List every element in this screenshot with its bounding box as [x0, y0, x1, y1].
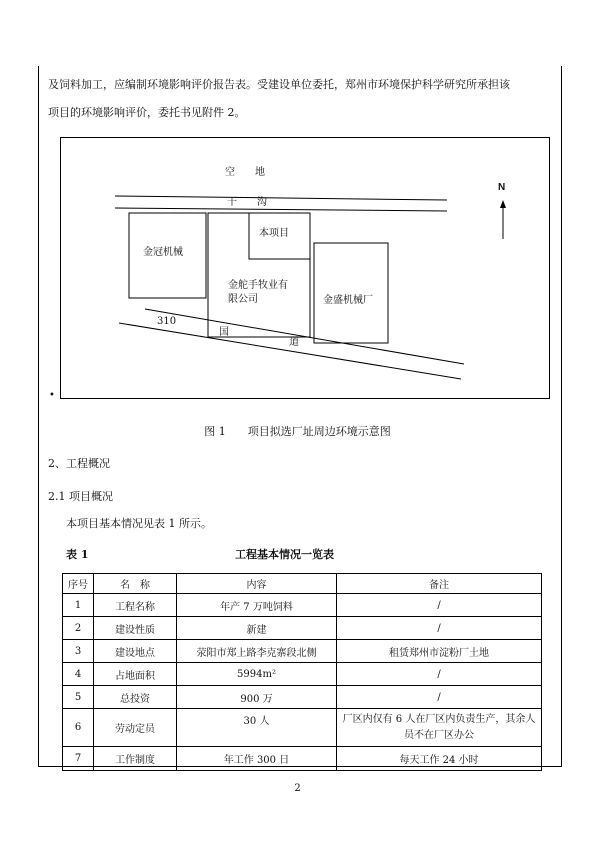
cell-remark: 租赁郑州市淀粉厂土地 — [337, 640, 542, 663]
cell-remark: / — [337, 617, 542, 640]
section-2-1-heading: 2.1 项目概况 — [48, 490, 113, 503]
cell-remark: / — [337, 594, 542, 617]
site-map-figure — [49, 137, 550, 401]
label-jintuoshou-1: 金舵手牧业有 — [228, 280, 288, 291]
table-row — [63, 663, 542, 686]
cell-name: 建设性质 — [94, 617, 177, 640]
cell-no: 5 — [63, 686, 94, 709]
table-row — [63, 686, 542, 709]
table-label: 表 1 — [66, 548, 89, 561]
table-title: 工程基本情况一览表 — [235, 548, 334, 561]
cell-content: 荥阳市郑上路李克寨段北侧 — [177, 640, 337, 663]
cell-content: 年产 7 万吨饲料 — [177, 594, 337, 617]
section-2-heading: 2、工程概况 — [48, 457, 110, 470]
cell-content: 年工作 300 日 — [177, 747, 337, 771]
table-row — [63, 617, 542, 640]
jinsheng-building — [314, 243, 388, 343]
label-empty-land: 空 地 — [225, 167, 265, 178]
header-content: 内容 — [177, 574, 337, 594]
cell-remark: 每天工作 24 小时 — [337, 747, 542, 771]
label-road-guo: 国 — [219, 327, 229, 338]
ditch-line-top — [115, 196, 447, 200]
cell-content: 新建 — [177, 617, 337, 640]
cell-name: 工程名称 — [94, 594, 177, 617]
cell-name: 占地面积 — [94, 663, 177, 686]
cell-name: 劳动定员 — [94, 709, 177, 747]
cell-content: 900 万 — [177, 686, 337, 709]
page-number: 2 — [294, 783, 301, 794]
table-row — [63, 747, 542, 771]
label-jinsheng: 金盛机械厂 — [323, 295, 373, 306]
cell-no: 7 — [63, 747, 94, 771]
header-no: 序号 — [63, 574, 94, 594]
header-name: 名 称 — [94, 574, 177, 594]
cell-remark: 厂区内仅有 6 人在厂区内负责生产，其余人员不在厂区办公 — [337, 709, 542, 747]
cell-name: 工作制度 — [94, 747, 177, 771]
cell-name: 总投资 — [94, 686, 177, 709]
cell-no: 2 — [63, 617, 94, 640]
table-row — [63, 594, 542, 617]
site-map-drawing — [61, 138, 551, 400]
label-road-310: 310 — [157, 316, 177, 327]
table-header-row — [63, 574, 542, 594]
cell-no: 6 — [63, 709, 94, 747]
label-jinguan: 金冠机械 — [143, 247, 183, 258]
table-row — [63, 640, 542, 663]
label-road-dao: 道 — [289, 337, 299, 348]
table-row — [63, 709, 542, 747]
road-line-bottom — [119, 323, 461, 379]
figure-caption: 图 1 项目拟选厂址周边环境示意图 — [204, 425, 391, 438]
label-this-project: 本项目 — [259, 228, 289, 239]
cell-remark: / — [337, 686, 542, 709]
intro-line-2: 项目的环境影响评价，委托书见附件 2。 — [48, 106, 246, 119]
label-jintuoshou-2: 限公司 — [228, 294, 258, 305]
bullet-mark: • — [49, 390, 55, 401]
north-arrow-head — [500, 200, 506, 208]
ditch-line-bottom — [115, 208, 447, 211]
cell-remark: / — [337, 663, 542, 686]
cell-no: 1 — [63, 594, 94, 617]
project-info-table — [62, 573, 542, 771]
cell-name: 建设地点 — [94, 640, 177, 663]
cell-content: 30 人 — [177, 709, 337, 747]
cell-no: 3 — [63, 640, 94, 663]
road-line-top — [145, 309, 464, 364]
cell-content: 5994m² — [177, 663, 337, 686]
cell-no: 4 — [63, 663, 94, 686]
header-remark: 备注 — [337, 574, 542, 594]
label-north: N — [498, 182, 506, 193]
label-ditch: 干 沟 — [227, 197, 267, 208]
section-2-1-text: 本项目基本情况见表 1 所示。 — [66, 517, 212, 530]
intro-line-1: 及饲料加工，应编制环境影响评价报告表。受建设单位委托，郑州市环境保护科学研究所承担该 — [48, 78, 510, 91]
